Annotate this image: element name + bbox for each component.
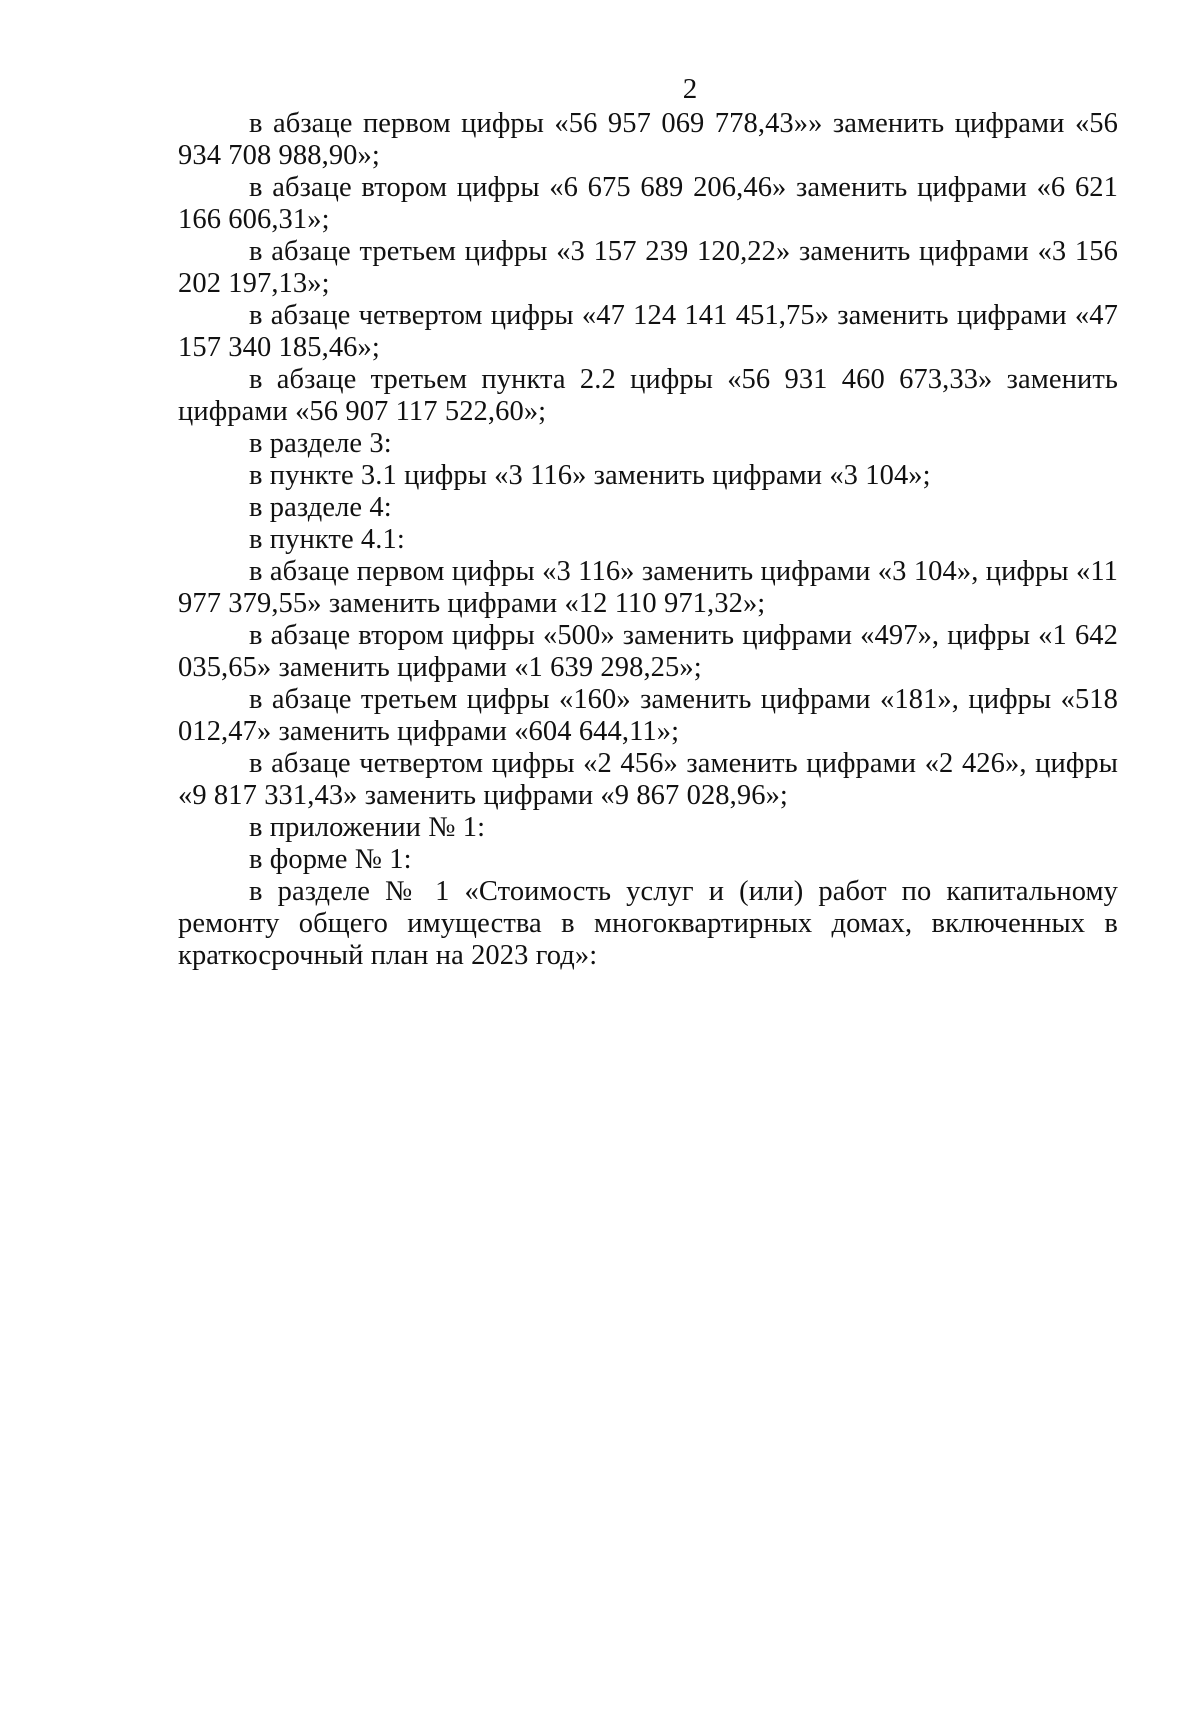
paragraph: в разделе 4: <box>249 492 392 523</box>
paragraph: в абзаце первом цифры «56 957 069 778,43»» заменить цифрами «56 934 708 988,90»; <box>178 108 1118 171</box>
paragraph: в абзаце втором цифры «6 675 689 206,46» заменить цифрами «6 621 166 606,31»; <box>178 172 1118 235</box>
paragraph: в разделе 3: <box>249 428 392 459</box>
paragraph: в абзаце четвертом цифры «47 124 141 451,75» заменить цифрами «47 157 340 185,46»; <box>178 300 1118 363</box>
paragraph: в абзаце четвертом цифры «2 456» заменить цифрами «2 426», цифры «9 817 331,43» заменить цифрами «9 867 028,96»; <box>178 748 1118 811</box>
paragraph: в пункте 4.1: <box>249 524 405 555</box>
paragraph: в разделе № 1 «Стоимость услуг и (или) работ по капитальному ремонту общего имущества в многоквартирных домах, включенных в краткосрочный план на 2023 год»: <box>178 876 1118 971</box>
paragraph: в пункте 3.1 цифры «3 116» заменить цифрами «3 104»; <box>249 460 931 491</box>
page-number: 2 <box>682 73 698 105</box>
paragraph: в приложении № 1: <box>249 812 486 843</box>
paragraph: в абзаце третьем пункта 2.2 цифры «56 931 460 673,33» заменить цифрами «56 907 117 522,60»; <box>178 364 1118 427</box>
paragraph: в абзаце первом цифры «3 116» заменить цифрами «3 104», цифры «11 977 379,55» заменить цифрами «12 110 971,32»; <box>178 556 1118 619</box>
document-body <box>178 108 1118 972</box>
paragraph: в форме № 1: <box>249 844 412 875</box>
paragraph: в абзаце третьем цифры «160» заменить цифрами «181», цифры «518 012,47» заменить цифрами «604 644,11»; <box>178 684 1118 747</box>
paragraph: в абзаце втором цифры «500» заменить цифрами «497», цифры «1 642 035,65» заменить цифрами «1 639 298,25»; <box>178 620 1118 683</box>
paragraph: в абзаце третьем цифры «3 157 239 120,22» заменить цифрами «3 156 202 197,13»; <box>178 236 1118 299</box>
